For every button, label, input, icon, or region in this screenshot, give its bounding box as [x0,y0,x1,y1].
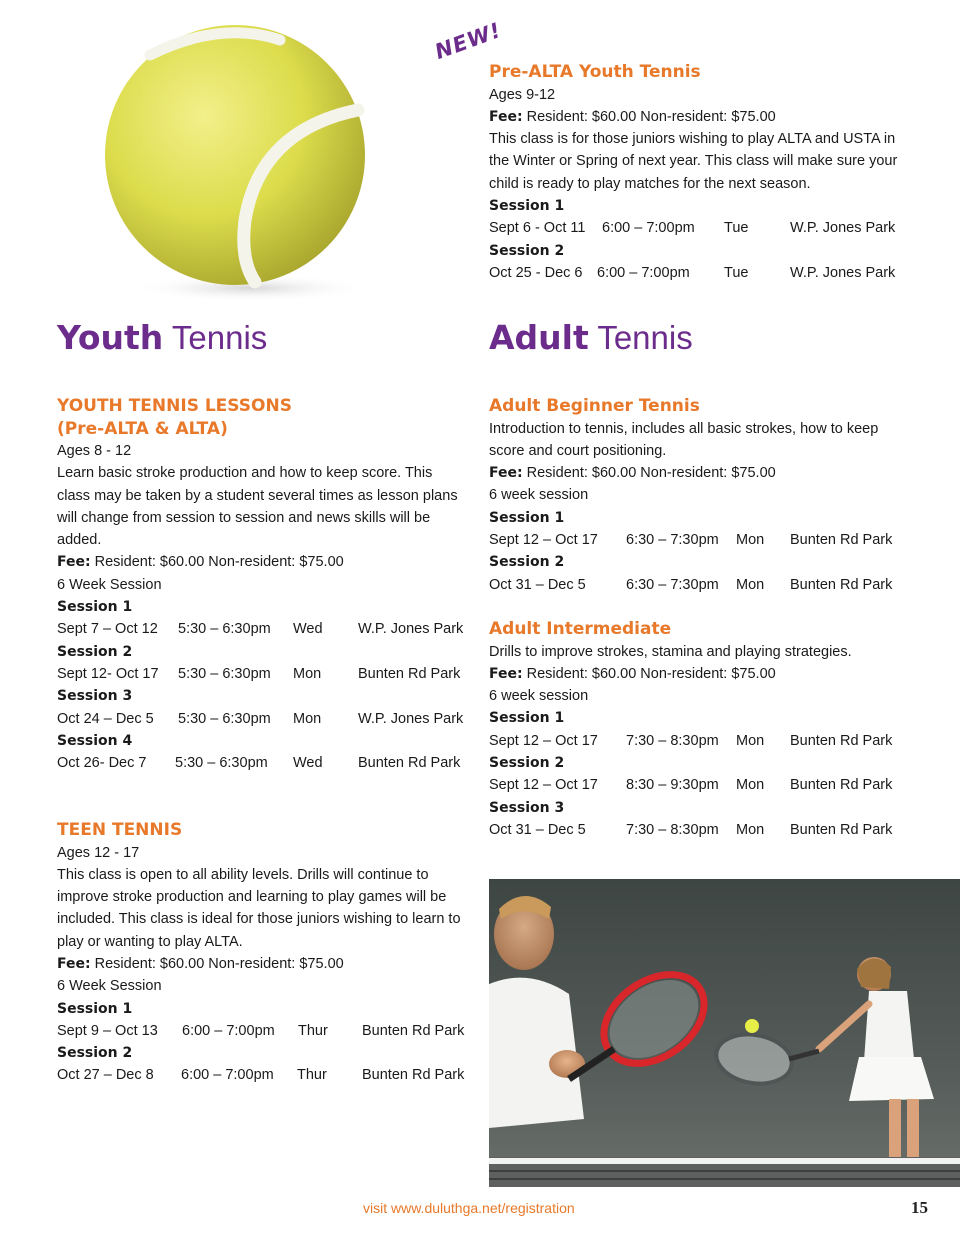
section-subheading: (Pre-ALTA & ALTA) [57,418,228,439]
description: This class is open to all ability levels. Drills will continue to improve stroke production and learning to play games will be included. This class is ideal for those juniors wishing to learn to play or wanting to play ALTA. [57,866,461,950]
session-row [489,574,899,596]
section-heading: Adult Intermediate [489,619,672,639]
session-time: 5:30 – 6:30pm [178,665,271,682]
session-time: 6:00 – 7:00pm [597,264,690,281]
adult-intermediate-section [489,618,899,841]
session-day: Tue [724,220,749,237]
session-label: Session 3 [57,688,133,705]
session-label: Session 1 [489,710,565,727]
session-time: 5:30 – 6:30pm [178,710,271,727]
session-day: Mon [736,821,765,838]
fee-text: Resident: $60.00 Non-resident: $75.00 [522,108,776,125]
session-row [57,1020,467,1042]
session-time: 6:00 – 7:00pm [182,1022,275,1039]
section-heading: TEEN TENNIS [57,820,183,840]
session-dates: Sept 12 – Oct 17 [489,732,598,749]
fee-line [57,551,467,573]
title-bold: Youth [57,318,164,357]
session-dates: Sept 12 – Oct 17 [489,531,598,548]
session-place: Bunten Rd Park [358,665,461,682]
description: This class is for those juniors wishing to play ALTA and USTA in the Winter or Spring of next year. This class will make sure your child is ready to play matches for the next season. [489,131,898,192]
session-day: Mon [293,665,322,682]
session-dates: Sept 6 - Oct 11 [489,220,586,237]
youth-lessons-section [57,395,467,774]
session-label: Session 2 [57,643,133,660]
title-light: Tennis [588,319,693,356]
session-label: Session 1 [489,197,565,214]
session-place: W.P. Jones Park [790,220,896,237]
session-time: 8:30 – 9:30pm [626,777,719,794]
registration-link[interactable]: visit www.duluthga.net/registration [363,1200,575,1216]
description: Learn basic stroke production and how to keep score. This class may be taken by a student several times as lesson plans will change from session to session and news skills will be added. [57,465,458,549]
page-number: 15 [911,1198,928,1217]
pre-alta-section [489,61,899,284]
fee-line [489,106,899,128]
session-day: Mon [736,777,765,794]
session-time: 7:30 – 8:30pm [626,732,719,749]
section-heading: Pre-ALTA Youth Tennis [489,62,701,82]
fee-label: Fee: [489,108,523,125]
session-dates: Sept 7 – Oct 12 [57,621,158,638]
new-badge: NEW! [431,17,505,64]
session-row [57,618,467,640]
session-place: Bunten Rd Park [362,1022,465,1039]
fee-line [489,462,899,484]
session-place: Bunten Rd Park [790,531,893,548]
session-dates: Oct 26- Dec 7 [57,755,147,772]
section-heading: Adult Beginner Tennis [489,396,700,416]
session-place: Bunten Rd Park [790,576,893,593]
session-day: Mon [736,531,765,548]
session-day: Wed [293,621,323,638]
fee-text: Resident: $60.00 Non-resident: $75.00 [522,665,776,682]
session-label: Session 2 [489,554,565,571]
session-label: Session 1 [57,599,133,616]
session-label: Session 2 [57,1045,133,1062]
session-place: W.P. Jones Park [358,710,464,727]
session-label: Session 1 [57,1000,133,1017]
fee-label: Fee: [489,665,523,682]
teen-tennis-section [57,819,467,1087]
session-row [489,262,899,284]
fee-line [489,663,899,685]
session-label: Session 4 [57,732,133,749]
fee-label: Fee: [57,955,91,972]
fee-text: Resident: $60.00 Non-resident: $75.00 [522,465,776,482]
session-place: Bunten Rd Park [790,821,893,838]
session-row [489,774,899,796]
session-day: Mon [736,732,765,749]
title-bold: Adult [489,318,589,357]
session-time: 6:00 – 7:00pm [181,1067,274,1084]
ages-text: Ages 9-12 [489,86,556,103]
session-place: W.P. Jones Park [790,264,896,281]
session-row [57,708,467,730]
fee-text: Resident: $60.00 Non-resident: $75.00 [90,554,344,571]
session-time: 7:30 – 8:30pm [626,821,719,838]
session-row [489,529,899,551]
ages-text: Ages 12 - 17 [57,844,140,861]
fee-label: Fee: [57,554,91,571]
session-label: Session 1 [489,509,565,526]
session-day: Mon [293,710,322,727]
session-dates: Sept 9 – Oct 13 [57,1022,158,1039]
session-day: Thur [297,1067,327,1084]
session-time: 5:30 – 6:30pm [175,755,268,772]
session-row [489,819,899,841]
duration-text: 6 Week Session [57,576,162,593]
session-dates: Sept 12 – Oct 17 [489,777,598,794]
session-place: Bunten Rd Park [790,777,893,794]
session-label: Session 2 [489,242,565,259]
adult-beginner-section [489,395,899,596]
session-label: Session 2 [489,754,565,771]
session-place: Bunten Rd Park [362,1067,465,1084]
session-dates: Oct 25 - Dec 6 [489,264,583,281]
session-dates: Sept 12- Oct 17 [57,665,159,682]
description: Drills to improve strokes, stamina and playing strategies. [489,643,852,660]
fee-text: Resident: $60.00 Non-resident: $75.00 [90,955,344,972]
session-row [489,217,899,239]
session-row [57,1064,467,1086]
ages-text: Ages 8 - 12 [57,443,132,459]
description: Introduction to tennis, includes all basic strokes, how to keep score and court positioning. [489,420,879,459]
fee-line [57,953,467,975]
youth-tennis-title [57,318,267,358]
session-row [57,663,467,685]
duration-text: 6 Week Session [57,978,162,995]
adult-tennis-title [489,318,693,358]
session-day: Mon [736,576,765,593]
session-dates: Oct 27 – Dec 8 [57,1067,154,1084]
duration-text: 6 week session [489,487,589,504]
session-row [489,730,899,752]
session-time: 6:30 – 7:30pm [626,576,719,593]
duration-text: 6 week session [489,688,589,705]
session-time: 6:30 – 7:30pm [626,531,719,548]
session-place: Bunten Rd Park [790,732,893,749]
session-day: Wed [293,755,323,772]
fee-label: Fee: [489,465,523,482]
session-place: W.P. Jones Park [358,621,464,638]
session-day: Thur [298,1022,328,1039]
session-row [57,752,467,774]
title-light: Tennis [163,319,268,356]
tennis-ball-image [90,10,390,305]
session-day: Tue [724,264,749,281]
session-dates: Oct 31 – Dec 5 [489,576,586,593]
section-heading: YOUTH TENNIS LESSONS [57,396,292,416]
tennis-players-photo [489,879,960,1187]
session-place: Bunten Rd Park [358,755,461,772]
session-time: 5:30 – 6:30pm [178,621,271,638]
session-dates: Oct 24 – Dec 5 [57,710,154,727]
session-label: Session 3 [489,799,565,816]
session-dates: Oct 31 – Dec 5 [489,821,586,838]
session-time: 6:00 – 7:00pm [602,220,695,237]
